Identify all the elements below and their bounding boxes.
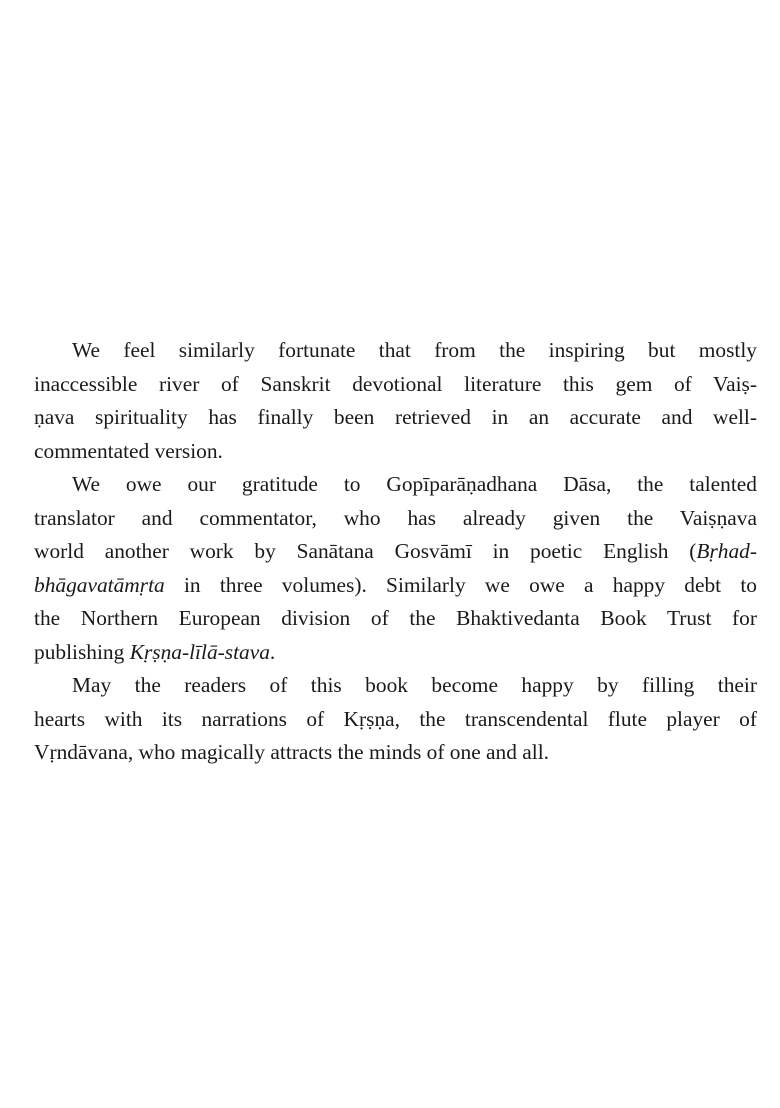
paragraph-3-line-2 <box>34 703 757 737</box>
paragraph-2-line-1 <box>34 468 757 502</box>
text-run: We owe our gratitude to Gopīparāṇadhana Dāsa, the talented <box>72 472 757 496</box>
text-run: May the readers of this book become happy by filling their <box>72 673 757 697</box>
italic-title: bhāgavatāmṛta <box>34 572 165 597</box>
text-run: Vṛndāvana, who magically attracts the minds of one and all. <box>34 740 549 764</box>
paragraph-1-line-4 <box>34 435 757 469</box>
text-run: the Northern European division of the Bhaktivedanta Book Trust for <box>34 606 757 630</box>
paragraph-1-line-1 <box>34 334 757 368</box>
text-run: ṇava spirituality has finally been retrieved in an accurate and well- <box>34 405 757 429</box>
paragraph-2-line-4 <box>34 569 757 603</box>
italic-title: Kṛṣṇa-līlā-stava <box>129 639 270 664</box>
text-run: . <box>269 639 276 664</box>
text-run: hearts with its narrations of Kṛṣṇa, the transcendental flute player of <box>34 706 757 731</box>
paragraph-3-line-1 <box>34 669 757 703</box>
paragraph-2-line-3 <box>34 535 757 569</box>
text-run: inaccessible river of Sanskrit devotional literature this gem of Vaiṣ- <box>34 371 757 396</box>
paragraph-2-line-5 <box>34 602 757 636</box>
text-run: world another work by Sanātana Gosvāmī in poetic English ( <box>34 539 697 563</box>
paragraph-2-line-2 <box>34 502 757 536</box>
paragraph-1-line-3 <box>34 401 757 435</box>
paragraph-1-line-2 <box>34 368 757 402</box>
body-text <box>34 334 757 770</box>
text-run: publishing <box>34 639 130 664</box>
paragraph-3-line-3 <box>34 736 757 770</box>
italic-title: Bṛhad- <box>696 539 757 563</box>
text-run: commentated version. <box>34 438 223 463</box>
text-run: translator and commentator, who has already given the Vaiṣṇava <box>34 505 757 530</box>
text-run: in three volumes). Similarly we owe a happy debt to <box>164 572 757 597</box>
paragraph-2-line-6 <box>34 636 757 670</box>
text-run: We feel similarly fortunate that from the inspiring but mostly <box>72 338 757 362</box>
